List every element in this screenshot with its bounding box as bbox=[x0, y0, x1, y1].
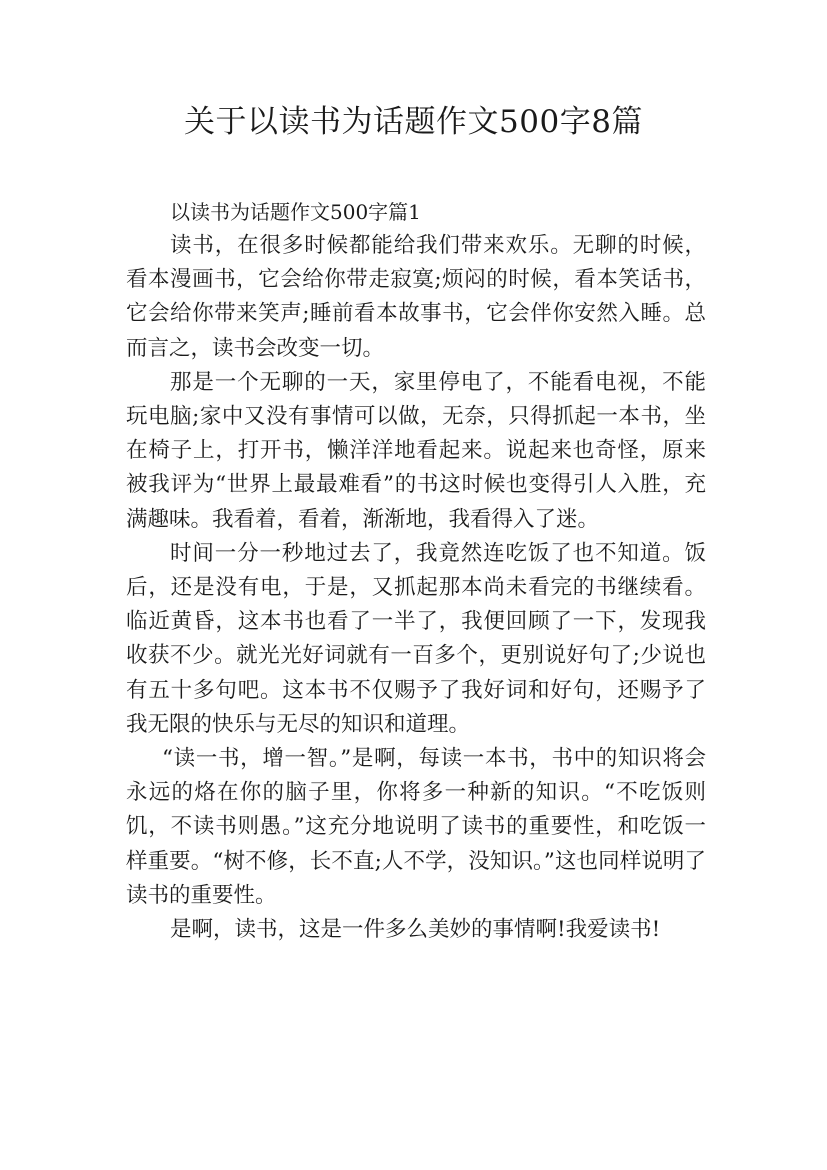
paragraph-5: 是啊，读书，这是一件多么美妙的事情啊!我爱读书! bbox=[170, 917, 661, 943]
paragraph-2: 那是一个无聊的一天，家里停电了，不能看电视，不能玩电脑;家中又没有事情可以做，无奈，只得抓起一本书，坐在椅子上，打开书，懒洋洋地看起来。说起来也奇怪，原来被我评为“世界上最最难看”的书这时候也变得引人入胜，充满趣味。我看着，看着，渐渐地，我看得入了迷。 bbox=[126, 369, 706, 532]
paragraph-4: “读一书，增一智。”是啊，每读一本书，书中的知识将会永远的烙在你的脑子里，你将多一种新的知识。“不吃饭则饥，不读书则愚。”这充分地说明了读书的重要性，和吃饭一样重要。“树不修，长不直;人不学，没知识。”这也同样说明了读书的重要性。 bbox=[126, 746, 706, 908]
paragraph-1: 读书，在很多时候都能给我们带来欢乐。无聊的时候，看本漫画书，它会给你带走寂寞;烦闷的时候，看本笑话书，它会给你带来笑声;睡前看本故事书，它会伴你安然入睡。总而言之，读书会改变一切。 bbox=[126, 233, 706, 361]
section-heading: 以读书为话题作文500字篇1 bbox=[170, 200, 421, 224]
paragraph-3: 时间一分一秒地过去了，我竟然连吃饭了也不知道。饭后，还是没有电，于是，又抓起那本尚未看完的书继续看。临近黄昏，这本书也看了一半了，我便回顾了一下，发现我收获不少。就光光好词就有一百多个，更别说好句了;少说也有五十多句吧。这本书不仅赐予了我好词和好句，还赐予了我无限的快乐与无尽的知识和道理。 bbox=[126, 540, 706, 737]
essay-body bbox=[126, 229, 706, 947]
document-title: 关于以读书为话题作文500字8篇 bbox=[184, 104, 643, 140]
